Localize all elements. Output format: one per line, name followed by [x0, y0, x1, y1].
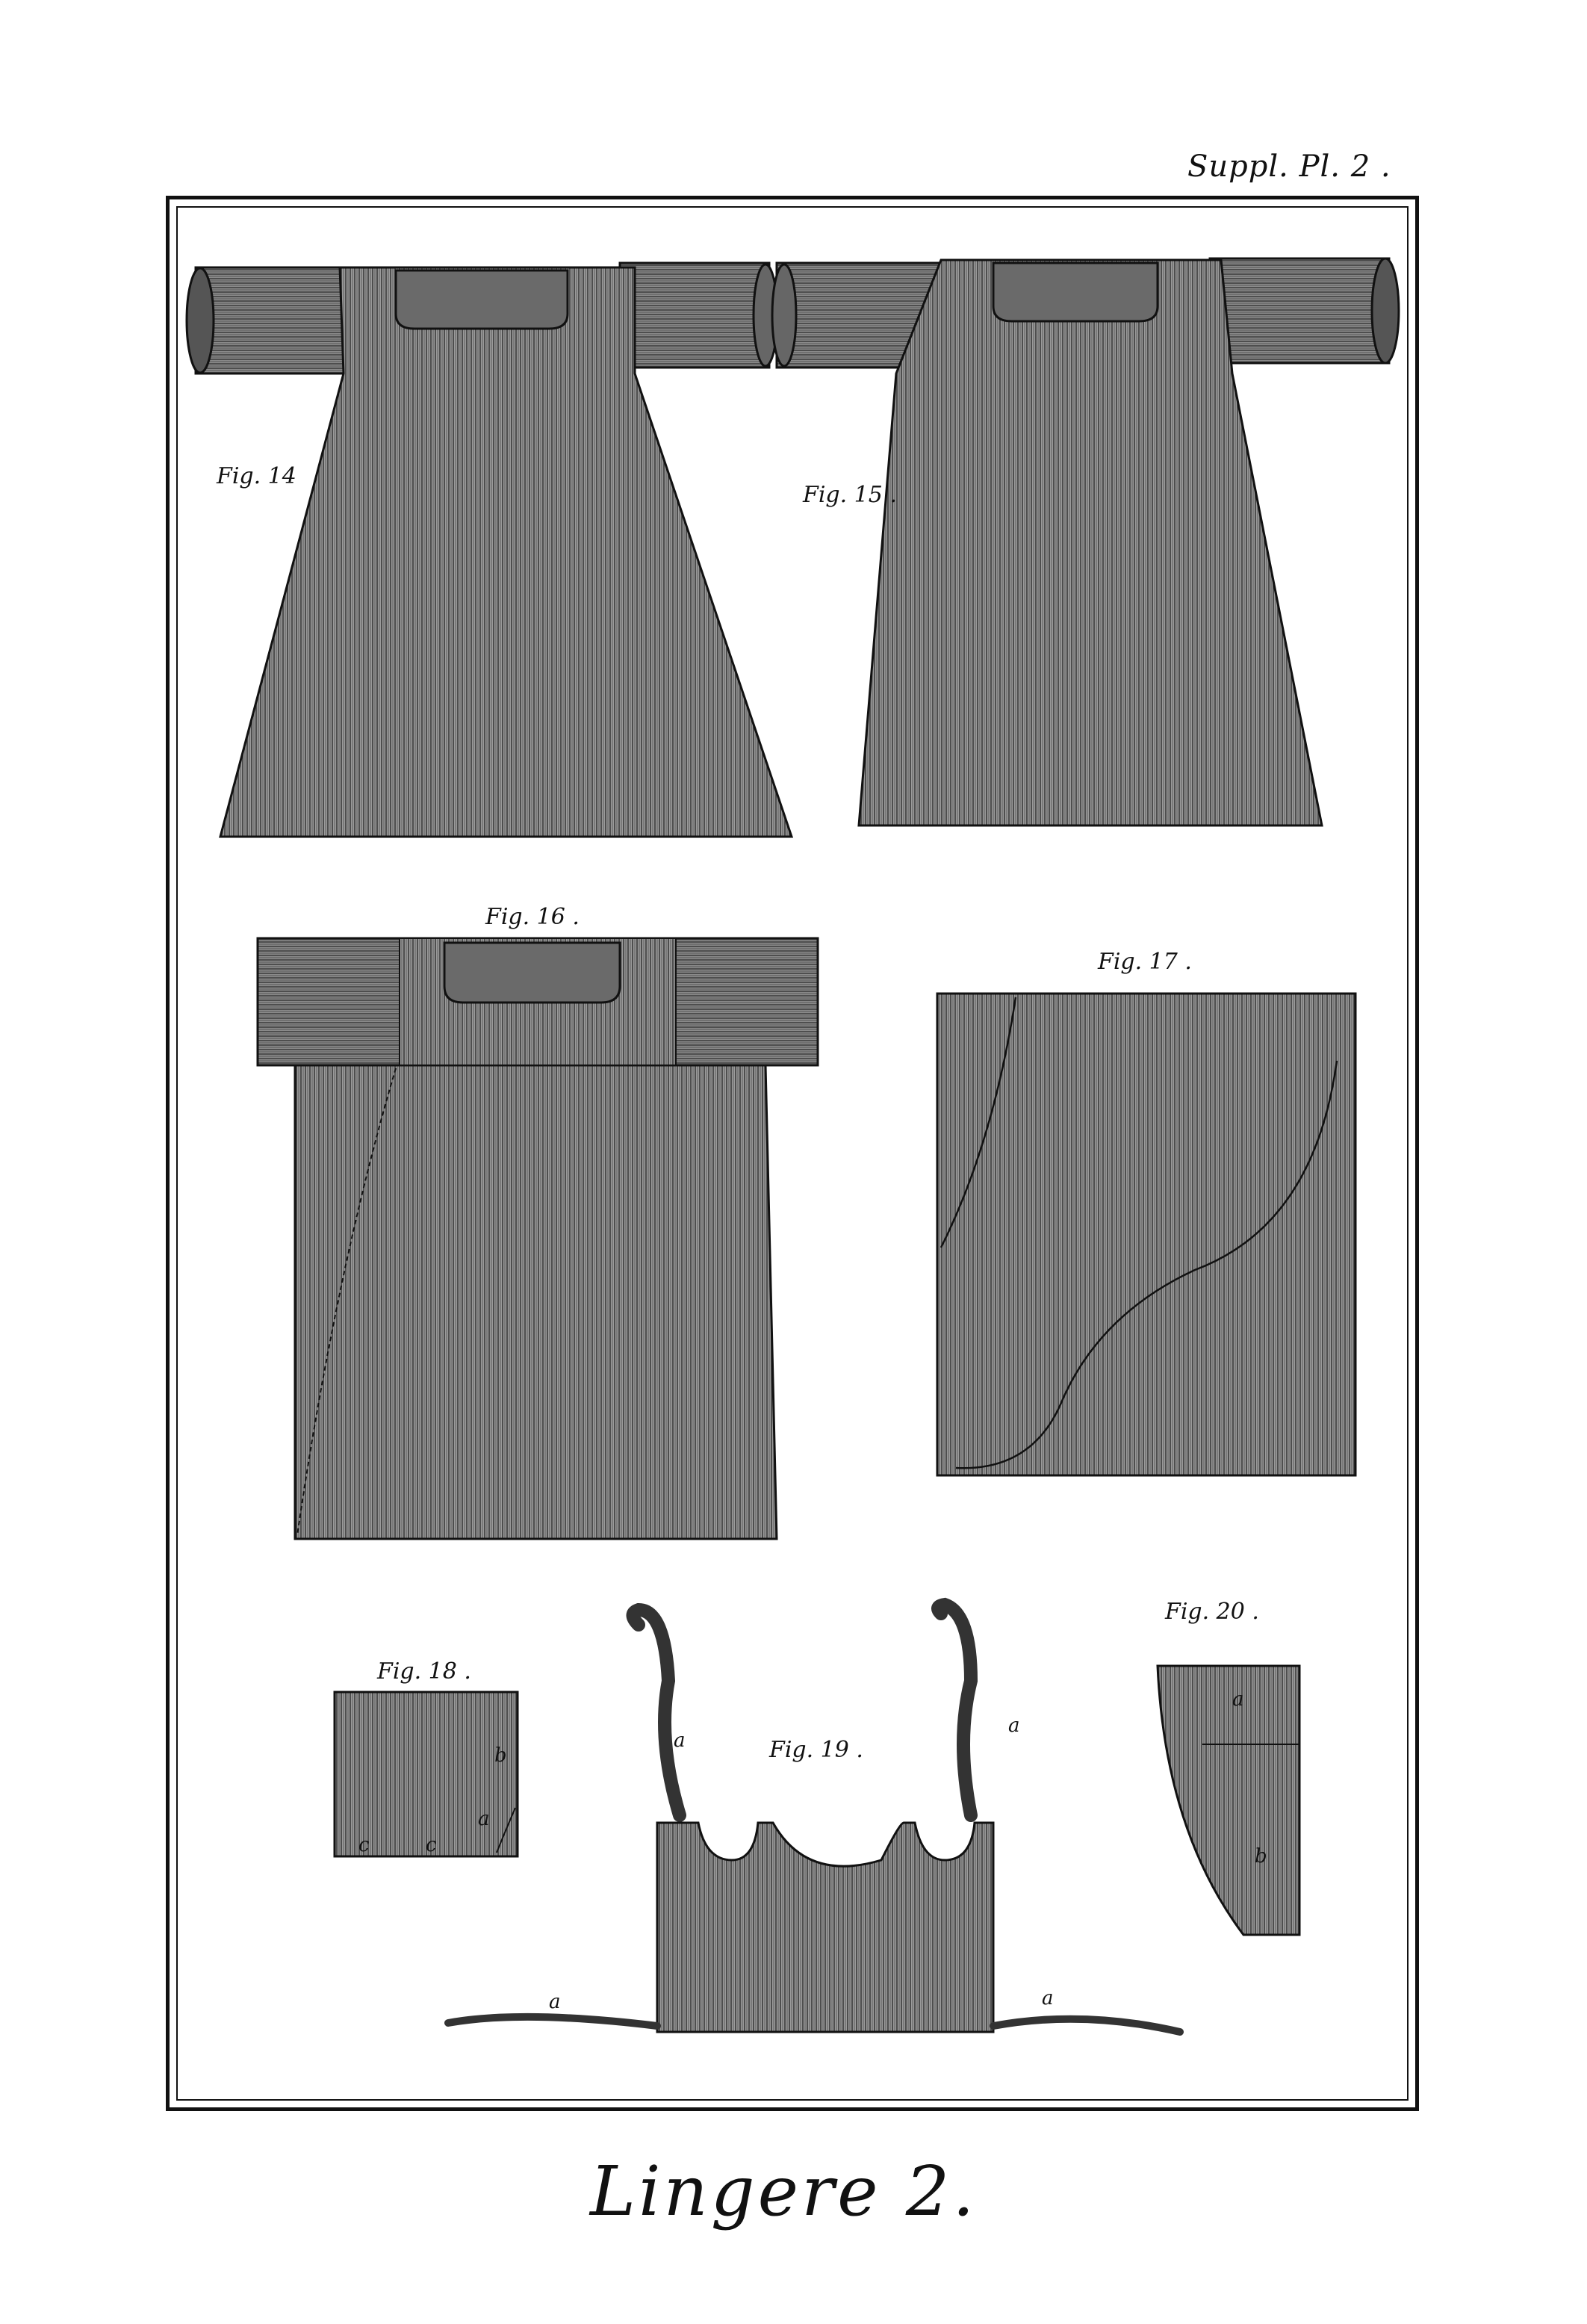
fig17-label: Fig. 17 .	[1098, 949, 1192, 975]
fig17-fabric-panel	[937, 994, 1355, 1475]
fig20-label: Fig. 20 .	[1165, 1599, 1259, 1625]
fig14-chemise	[187, 263, 792, 837]
fig18-fabric-square	[335, 1692, 518, 1856]
plate-number: Suppl. Pl. 2 .	[1187, 149, 1391, 184]
fig14-label: Fig. 14	[217, 463, 296, 489]
fig20-letter-b: b	[1255, 1845, 1267, 1868]
fig19-bodice-piece	[448, 1605, 1180, 2032]
fig19-letter-a-right: a	[1008, 1714, 1020, 1737]
fig19-letter-a-bottom-right: a	[1042, 1987, 1054, 2010]
fig19-letter-a-bottom-left: a	[549, 1991, 561, 2013]
fig19-letter-a-left: a	[674, 1729, 686, 1752]
fig15-chemise	[772, 258, 1399, 825]
fig18-letter-c-left: c	[358, 1834, 370, 1856]
fig18-label: Fig. 18 .	[377, 1658, 471, 1685]
fig19-label: Fig. 19 .	[769, 1737, 863, 1763]
fig16-chemise	[258, 938, 818, 1539]
fig18-letter-c-right: c	[426, 1834, 437, 1856]
fig18-letter-b: b	[494, 1744, 507, 1767]
fig20-gusset-piece	[1158, 1666, 1299, 1935]
plate-caption: Lingere 2.	[590, 2151, 978, 2231]
fig18-letter-a: a	[478, 1808, 490, 1830]
fig16-label: Fig. 16 .	[485, 904, 580, 930]
fig15-label: Fig. 15 .	[803, 482, 897, 508]
fig20-letter-a: a	[1232, 1688, 1244, 1711]
